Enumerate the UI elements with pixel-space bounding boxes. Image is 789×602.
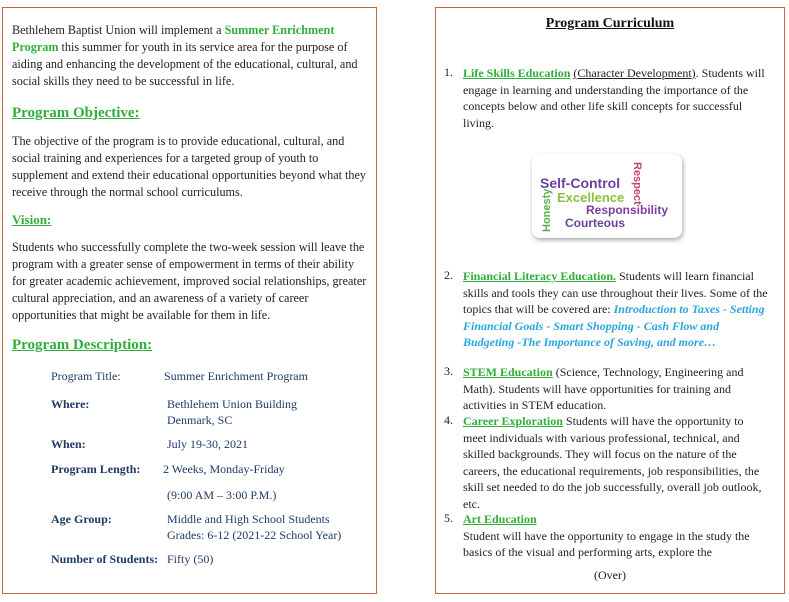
item-title: STEM Education [463,365,553,379]
when-label: When: [51,437,86,451]
description-heading: Program Description: [12,337,153,353]
curriculum-item-financial [463,268,768,351]
left-panel [2,7,377,594]
item-title: Art Education [463,512,537,526]
curriculum-title: Program Curriculum [545,16,675,31]
item-text: Students will learn financial skills and tools they can use throughout their lives. Some of the topics that will be covered are: [463,269,768,316]
item-title: Career Exploration [463,414,563,428]
intro-paragraph [12,22,367,90]
item-number: 4. [444,413,453,427]
curriculum-item-art [463,511,768,561]
financial-topics: Introduction to Taxes - Setting Financial Goals - Smart Shopping - Cash Flow and Budgeting -The Importance of Saving, and more… [463,302,765,349]
item-title: Life Skills Education [463,66,571,80]
word-courteous: Courteous [565,216,625,230]
students-label: Number of Students: [51,552,159,566]
where-label: Where: [51,397,90,411]
word-honesty: Honesty [541,188,553,232]
item-subtitle: (Character Development) [573,66,696,80]
curriculum-item-career [463,413,768,512]
item-number: 1. [444,65,453,79]
length-line2: (9:00 AM – 3:00 P.M.) [167,488,277,502]
word-excellence: Excellence [557,190,625,205]
item-text: . Students will engage in learning and understanding the importance of the concepts below and other life skill concepts for successful living. [463,66,765,130]
word-responsibility: Responsibility [586,203,669,217]
curriculum-item-stem [463,364,768,414]
program-name-highlight: Summer Enrichment Program [12,23,335,54]
curriculum-item-life-skills [463,65,768,131]
word-cloud-graphic [532,154,682,238]
item-number: 3. [444,364,453,378]
vision-paragraph: Students who successfully complete the two-week session will leave the program with a greater sense of empowerment in terms of their ability for greater academic achievement, improved social relationships, greater cultural appreciation, and an awareness of a variety of career opportunities that might be available for them in life. [12,240,367,322]
objective-paragraph: The objective of the program is to provide educational, cultural, and social training and experiences for a targeted group of youth to supplement and extend their educational opportunities beyond what they receive through the normal school curriculums. [12,134,367,199]
over-footer: (Over) [594,568,626,582]
item-text: Student will have the opportunity to engage in the study the basics of the visual and performing arts, explore the [463,528,750,559]
where-line2: Denmark, SC [167,413,233,427]
item-title: Financial Literacy Education. [463,269,616,283]
right-panel [435,7,785,594]
item-number: 2. [444,268,453,282]
length-label: Program Length: [51,462,141,476]
title-value: Summer Enrichment Program [164,369,308,383]
age-line1: Middle and High School Students [167,512,330,526]
length-line1: 2 Weeks, Monday-Friday [163,462,285,476]
age-label: Age Group: [51,512,112,526]
where-line1: Bethlehem Union Building [167,397,297,411]
objective-heading: Program Objective: [12,105,140,121]
when-value: July 19-30, 2021 [167,437,248,451]
vision-heading: Vision: [12,212,52,227]
title-label: Program Title: [51,369,121,383]
item-text: Students will have the opportunity to meet individuals with various professional, technical, and skilled backgrounds. They will focus on the nature of the careers, the educational requirements, job responsibilities, the skill set needed to do the job successfully, overall job outlook, etc. [463,414,762,511]
intro-text-start: Bethlehem Baptist Union will implement a [12,23,225,37]
age-line2: Grades: 6-12 (2021-22 School Year) [167,528,342,542]
item-number: 5. [444,511,453,525]
word-self-control: Self-Control [540,175,621,191]
students-value: Fifty (50) [167,552,214,566]
word-respect: Respect [631,162,643,205]
values-word-cloud [532,154,682,238]
item-text: (Science, Technology, Engineering and Math). Students will have opportunities for training and activities in STEM education. [463,365,744,412]
intro-text-end: this summer for youth in its service area for the purpose of aiding and enhancing the development of the educational, cultural, and social skills they need to be successful in life. [12,40,358,88]
